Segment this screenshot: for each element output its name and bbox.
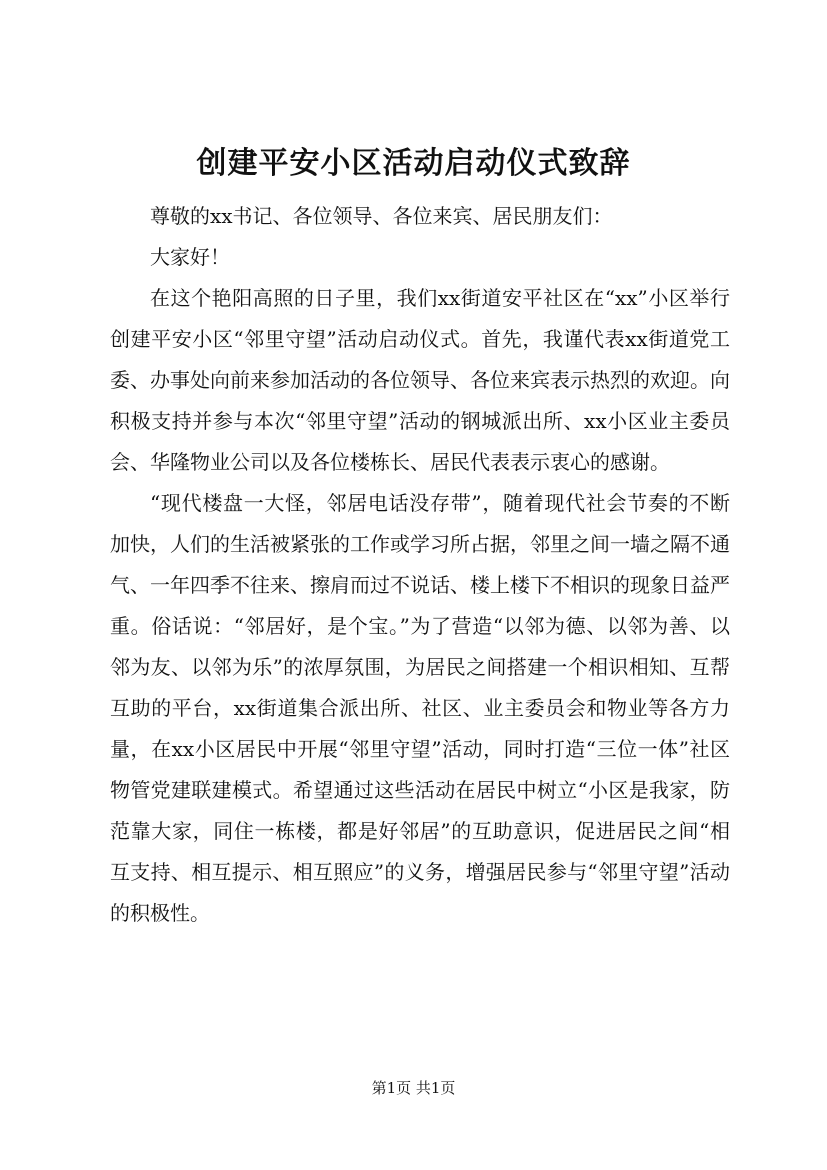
page-footer: 第1页 共1页 bbox=[371, 1079, 456, 1097]
body-paragraph: “现代楼盘一大怪，邻居电话没存带”，随着现代社会节奏的不断加快，人们的生活被紧张的工作或学习所占据，邻里之间一墙之隔不通气、一年四季不往来、擦肩而过不说话、楼上楼下不相识的现象日益严重。俗话说：“邻居好，是个宝。”为了营造“以邻为德、以邻为善、以邻为友、以邻为乐”的浓厚氛围，为居民之间搭建一个相识相知、互帮互助的平台，xx街道集合派出所、社区、业主委员会和物业等各方力量，在xx小区居民中开展“邻里守望”活动，同时打造“三位一体”社区物管党建联建模式。希望通过这些活动在居民中树立“小区是我家，防范靠大家，同住一栋楼，都是好邻居”的互助意识，促进居民之间“相互支持、相互提示、相互照应”的义务，增强居民参与“邻里守望”活动的积极性。 bbox=[110, 491, 730, 925]
body-paragraph: 在这个艳阳高照的日子里，我们xx街道安平社区在“xx”小区举行创建平安小区“邻里守望”活动启动仪式。首先，我谨代表xx街道党工委、办事处向前来参加活动的各位领导、各位来宾表示热烈的欢迎。向积极支持并参与本次“邻里守望”活动的钢城派出所、xx小区业主委员会、华隆物业公司以及各位楼栋长、居民代表表示衷心的感谢。 bbox=[110, 286, 730, 474]
salutation-paragraph: 尊敬的xx书记、各位领导、各位来宾、居民朋友们： bbox=[150, 204, 613, 228]
greeting-paragraph: 大家好！ bbox=[150, 245, 230, 269]
document-title: 创建平安小区活动启动仪式致辞 bbox=[196, 146, 631, 181]
document-body bbox=[110, 196, 730, 934]
